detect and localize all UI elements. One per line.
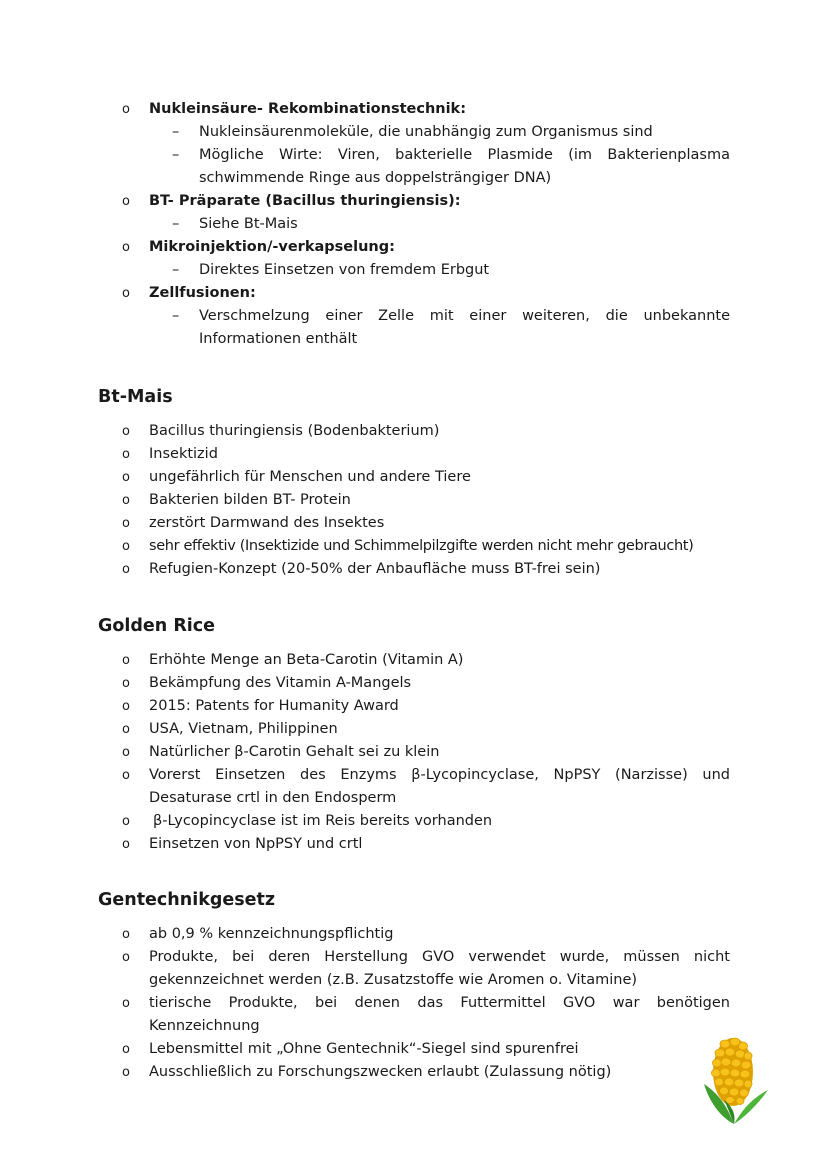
circle-bullet-icon: o <box>122 102 130 117</box>
sub-item: – Direktes Einsetzen von fremdem Erbgut <box>0 259 828 282</box>
circle-bullet-icon: o <box>122 745 130 760</box>
sub-item: – Siehe Bt-Mais <box>0 213 828 236</box>
circle-bullet-icon: o <box>122 1065 130 1080</box>
corn-icon <box>700 1034 770 1126</box>
list-item: o β-Lycopincyclase ist im Reis bereits vorhanden <box>0 810 828 833</box>
list-item: o sehr effektiv (Insektizide und Schimmelpilzgifte werden nicht mehr gebraucht) <box>0 535 828 558</box>
circle-bullet-icon: o <box>122 240 130 255</box>
techniques-section <box>0 98 828 351</box>
circle-bullet-icon: o <box>122 424 130 439</box>
dash-bullet-icon: – <box>172 147 180 163</box>
list-item: o Erhöhte Menge an Beta-Carotin (Vitamin A) <box>0 649 828 672</box>
item-title: BT- Präparate (Bacillus thuringiensis): <box>149 193 461 209</box>
circle-bullet-icon: o <box>122 447 130 462</box>
circle-bullet-icon: o <box>122 927 130 942</box>
list-item <box>0 236 828 259</box>
list-item <box>0 190 828 213</box>
list-item: o Natürlicher β-Carotin Gehalt sei zu klein <box>0 741 828 764</box>
list-item: o Lebensmittel mit „Ohne Gentechnik“-Siegel sind spurenfrei <box>0 1038 828 1061</box>
list-item: o Bacillus thuringiensis (Bodenbakterium) <box>0 420 828 443</box>
list-item: o ab 0,9 % kennzeichnungspflichtig <box>0 923 828 946</box>
list-item: o Ausschließlich zu Forschungszwecken erlaubt (Zulassung nötig) <box>0 1061 828 1084</box>
circle-bullet-icon: o <box>122 950 130 965</box>
list-item: o 2015: Patents for Humanity Award <box>0 695 828 718</box>
circle-bullet-icon: o <box>122 194 130 209</box>
list-item: o tierische Produkte, bei denen das Futtermittel GVO war benötigen Kennzeichnung <box>0 992 828 1038</box>
circle-bullet-icon: o <box>122 996 130 1011</box>
sub-item: – Nukleinsäurenmoleküle, die unabhängig zum Organismus sind <box>0 121 828 144</box>
circle-bullet-icon: o <box>122 539 130 554</box>
section-heading: Golden Rice <box>98 616 216 636</box>
golden-rice-section <box>0 614 828 856</box>
list-item <box>0 98 828 121</box>
dash-bullet-icon: – <box>172 262 180 278</box>
sub-item: – Mögliche Wirte: Viren, bakterielle Plasmide (im Bakterienplasma schwimmende Ringe aus doppelsträngiger DNA) <box>0 144 828 190</box>
list-item: o Bekämpfung des Vitamin A-Mangels <box>0 672 828 695</box>
list-item: o Bakterien bilden BT- Protein <box>0 489 828 512</box>
list-item: o Refugien-Konzept (20-50% der Anbaufläche muss BT-frei sein) <box>0 558 828 581</box>
list-item <box>0 282 828 305</box>
circle-bullet-icon: o <box>122 814 130 829</box>
list-item: o zerstört Darmwand des Insektes <box>0 512 828 535</box>
dash-bullet-icon: – <box>172 216 180 232</box>
item-title: Nukleinsäure- Rekombinationstechnik: <box>149 101 467 117</box>
dash-bullet-icon: – <box>172 124 180 140</box>
circle-bullet-icon: o <box>122 676 130 691</box>
circle-bullet-icon: o <box>122 286 130 301</box>
list-item: o Vorerst Einsetzen des Enzyms β-Lycopincyclase, NpPSY (Narzisse) und Desaturase crtl in den Endosperm <box>0 764 828 810</box>
item-title: Zellfusionen: <box>149 285 256 301</box>
section-heading: Bt-Mais <box>98 387 173 407</box>
list-item: o ungefährlich für Menschen und andere Tiere <box>0 466 828 489</box>
list-item: o Einsetzen von NpPSY und crtl <box>0 833 828 856</box>
list-item: o Produkte, bei deren Herstellung GVO verwendet wurde, müssen nicht gekennzeichnet werden (z.B. Zusatzstoffe wie Aromen o. Vitamine) <box>0 946 828 992</box>
circle-bullet-icon: o <box>122 470 130 485</box>
sub-item: – Verschmelzung einer Zelle mit einer weiteren, die unbekannte Informationen enthält <box>0 305 828 351</box>
section-heading: Gentechnikgesetz <box>98 890 276 910</box>
list-item: o USA, Vietnam, Philippinen <box>0 718 828 741</box>
bt-mais-section <box>0 385 828 581</box>
circle-bullet-icon: o <box>122 562 130 577</box>
circle-bullet-icon: o <box>122 493 130 508</box>
circle-bullet-icon: o <box>122 699 130 714</box>
circle-bullet-icon: o <box>122 653 130 668</box>
dash-bullet-icon: – <box>172 308 180 324</box>
circle-bullet-icon: o <box>122 516 130 531</box>
circle-bullet-icon: o <box>122 768 130 783</box>
item-title: Mikroinjektion/-verkapselung: <box>149 239 395 255</box>
list-item: o Insektizid <box>0 443 828 466</box>
circle-bullet-icon: o <box>122 1042 130 1057</box>
circle-bullet-icon: o <box>122 837 130 852</box>
circle-bullet-icon: o <box>122 722 130 737</box>
